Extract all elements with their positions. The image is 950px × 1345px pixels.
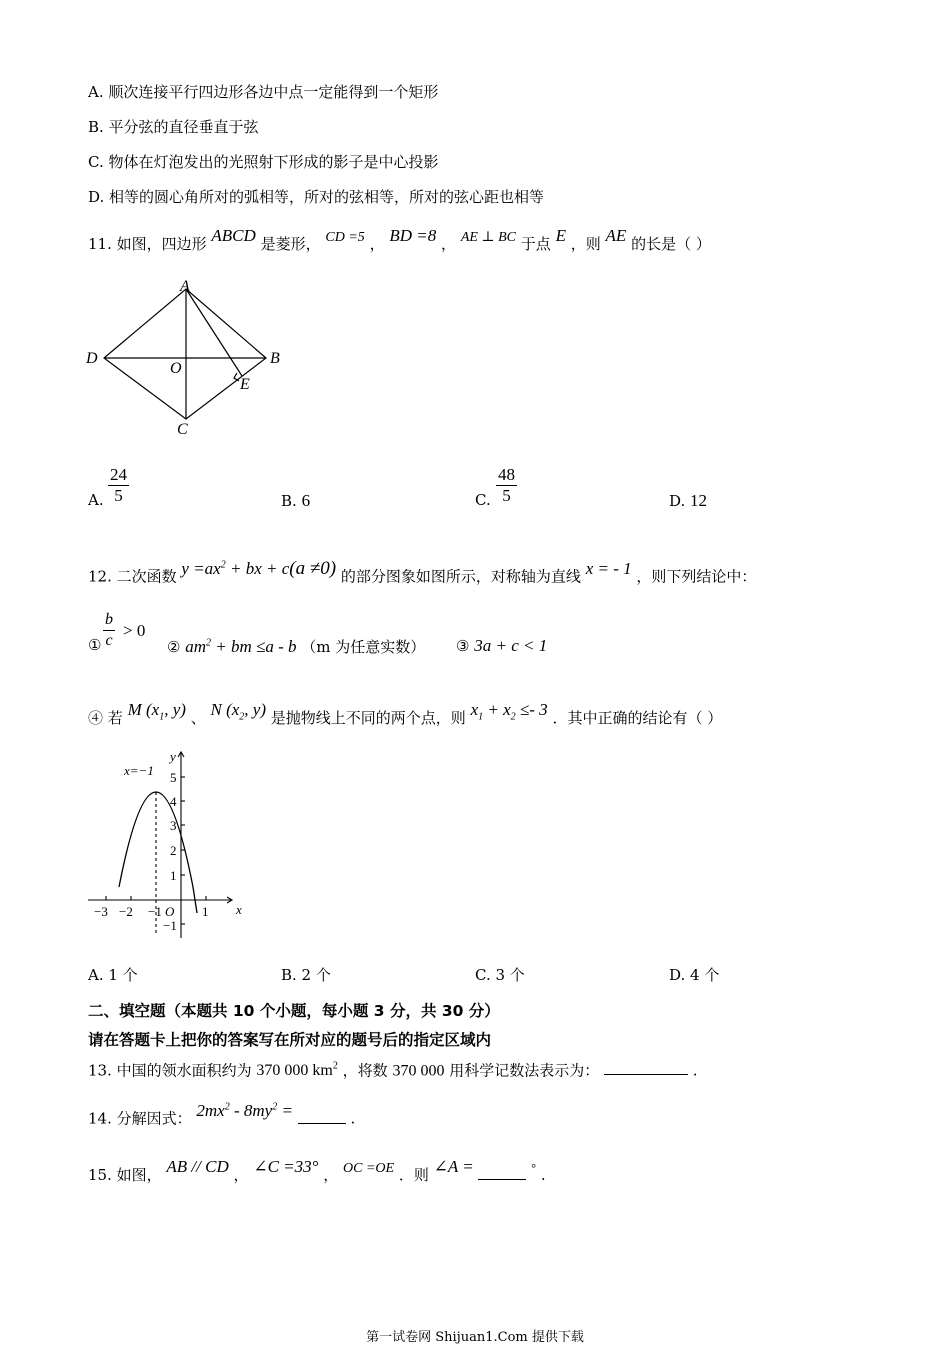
q11-ae-bc: AE ⊥ BC [460, 230, 516, 245]
q10-option-c: C. 物体在灯泡发出的光照射下形成的影子是中心投影 [88, 153, 439, 171]
label-e: E [240, 376, 250, 393]
q11-option-a-label: A. [88, 491, 104, 509]
q12-option-d: D. 4 个 [669, 966, 720, 984]
q13-stem: 13. 中国的领水面积约为 370 000 $km^2$ ，将数 370 000 用科学记数法表示为： . [88, 1061, 698, 1080]
q10-option-a: A. 顺次连接平行四边形各边中点一定能得到一个矩形 [88, 83, 439, 101]
label-d: D [86, 350, 98, 367]
q11-bd: BD =8 [389, 226, 437, 245]
section-2-title: 二、填空题（本题共 10 个小题，每小题 3 分，共 30 分） [88, 1002, 500, 1020]
q12-c1-relation: > 0 [123, 621, 146, 640]
q11-option-a-fraction: $\frac{24}{5}$ [110, 465, 127, 505]
q11-option-c-label: C. [475, 491, 491, 509]
q11-abcd: ABCD [211, 226, 256, 245]
q11-option-d: D. 12 [669, 491, 708, 510]
q12-conclusion-3: ③ 3a + c < 1 [456, 636, 548, 655]
symmetry-axis-label: x=−1 [124, 763, 154, 778]
q12-c1-fraction: $\frac{b}{c}$ [105, 611, 113, 649]
y-tick-label: 1 [170, 868, 177, 883]
label-o: O [170, 360, 182, 377]
q12-option-c: C. 3 个 [475, 966, 525, 984]
q12-function: $y =ax^2$ + bx + c(a ≠0) [181, 557, 337, 579]
origin-label: O [165, 904, 175, 919]
x-tick-label: −1 [148, 904, 162, 919]
q11-stem: 11. 如图，四边形 ABCD 是菱形， CD =5 ， BD =8 ， AE ⊥ BC 于点 E ，则 AE 的长是（ ） [88, 226, 711, 253]
q10-option-d: D. 相等的圆心角所对的弧相等，所对的弦相等，所对的弦心距也相等 [88, 188, 545, 206]
section-2-instructions: 请在答题卡上把你的答案写在所对应的题号后的指定区域内 [88, 1031, 492, 1049]
q12-conclusion-4: ④ 若 M ($x_1$, y) 、 N ($x_2$, y) 是抛物线上不同的两个点，则 $x_1 + x_2 \le- 3$ ．其中正确的结论有（ ） [88, 700, 723, 727]
q11-ae: AE [605, 226, 627, 245]
q10-option-b: B. 平分弦的直径垂直于弦 [88, 118, 259, 136]
x-axis-label: x [236, 902, 242, 917]
y-tick-label: 2 [170, 843, 177, 858]
q12-option-a: A. 1 个 [88, 966, 138, 984]
x-tick-label: 1 [202, 904, 209, 919]
y-tick-label: 4 [170, 794, 177, 809]
label-a: A [180, 278, 190, 295]
q11-cd: CD =5 [325, 230, 365, 245]
y-tick-label: 5 [170, 770, 177, 785]
q13-answer-blank[interactable] [604, 1060, 688, 1075]
q15-stem: 15. 如图， AB // CD ， ∠C =33° ， OC =OE ．则 ∠A = ° . [88, 1157, 546, 1184]
q11-e: E [555, 226, 566, 245]
q14-answer-blank[interactable] [298, 1109, 346, 1124]
q11-option-c-fraction: $\frac{48}{5}$ [498, 465, 515, 505]
x-tick-label: −2 [119, 904, 133, 919]
q12-option-b: B. 2 个 [281, 966, 331, 984]
y-tick-label: 3 [170, 818, 177, 833]
q12-axis: x = - 1 [585, 558, 632, 578]
rhombus-figure [82, 275, 292, 440]
q11-option-b: B. 6 [281, 491, 311, 510]
page-footer: 第一试卷网 Shijuan1.Com 提供下载 [366, 1330, 584, 1345]
q12-stem: 12. 二次函数 $y =ax^2$ + bx + c(a ≠0) 的部分图象如图所示，对称轴为直线 x = - 1 ，则下列结论中： [88, 557, 757, 586]
x-tick-label: −3 [94, 904, 108, 919]
label-c: C [177, 421, 188, 438]
label-b: B [270, 350, 280, 367]
q14-stem: 14. 分解因式： $2mx^2 - 8my^2$ = . [88, 1100, 356, 1128]
q15-answer-blank[interactable] [478, 1165, 526, 1180]
parabola-graph [86, 748, 246, 940]
q12-c1-circle: ① [88, 636, 102, 654]
y-axis-label: y [170, 749, 176, 764]
y-tick-label: −1 [163, 918, 177, 933]
q12-conclusion-2: ② $am^2$ + bm ≤a - b （m 为任意实数） [167, 637, 426, 656]
